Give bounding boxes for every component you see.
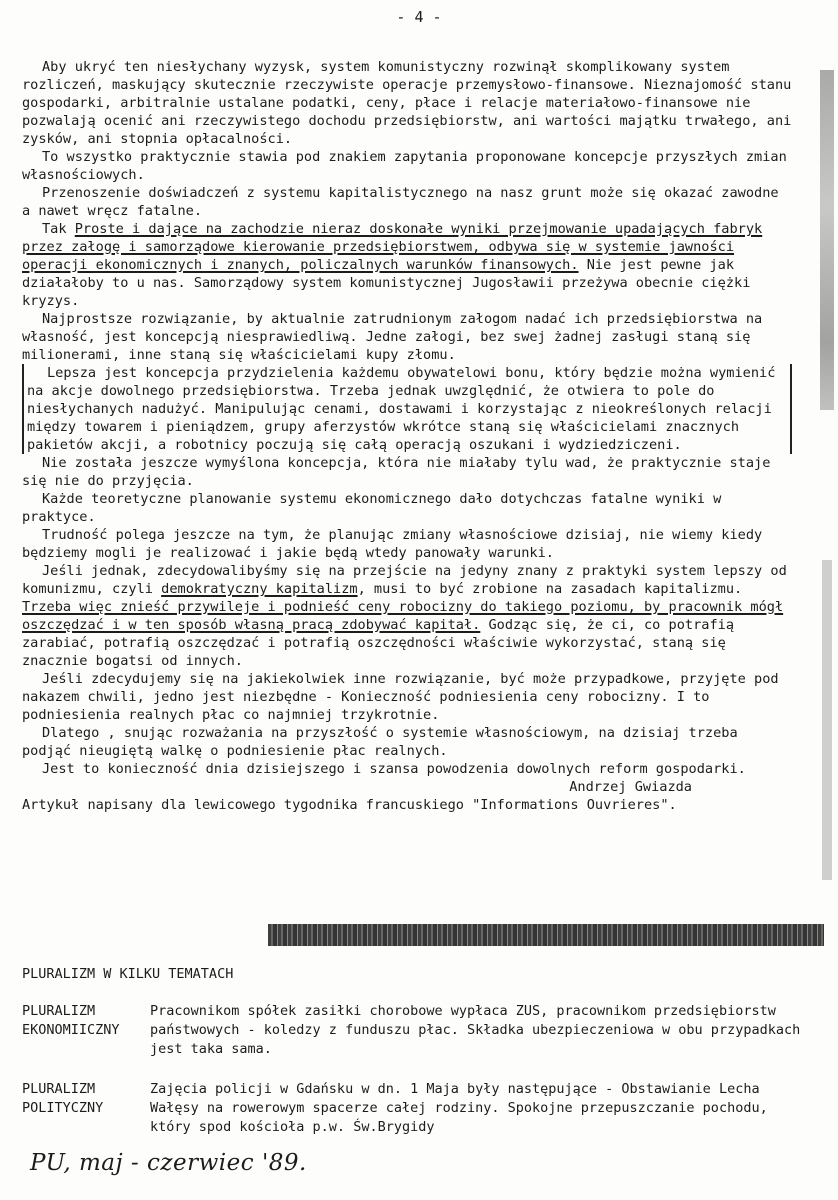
underlined-passage: Proste i dające na zachodzie nieraz doskonałe wyniki przejmowanie upadających fabryk przez załogę i samorządowe kierowanie przedsiębiorstwem, odbywa się w systemie jawności operacji ekonomicznych i znanych, policzalnych warunków finansowych. — [22, 221, 763, 273]
paragraph: To wszystko praktycznie stawia pod znakiem zapytania proponowane koncepcje przyszłych zmian własnościowych. — [22, 149, 787, 183]
article-body — [22, 58, 792, 814]
separator-bar — [268, 924, 824, 946]
scan-edge-smudge — [820, 70, 834, 410]
text-run: Jeśli jednak, zdecydowalibyśmy się na przejście na jedyny znany z praktyki system lepszy od komunizmu, czyli — [22, 563, 787, 597]
text-run: Godząc się, że ci, co potrafią zarabiać, potrafią oszczędzać i potrafią oszczędności właściwie wykorzystać, staną się znacznie bogatsi od innych. — [22, 617, 735, 669]
underlined-passage: Trzeba więc znieść przywileje i podnieść ceny robocizny do takiego poziomu, by pracownik mógł oszczędzać i w ten sposób własną pracą zdobywać kapitał. — [22, 599, 784, 633]
row-text: Pracownikom spółek zasiłki chorobowe wypłaca ZUS, pracownikom przedsiębiorstw państwowych - koledzy z funduszu płac. Składka ubezpieczeniowa w obu przypadkach jest taka sama. — [150, 1003, 801, 1057]
text-run: Tak — [42, 221, 75, 237]
author-signature: Andrzej Gwiazda — [569, 779, 692, 795]
bracketed-paragraph: Lepsza jest koncepcja przydzielenia każdemu obywatelowi bonu, który będzie można wymienić na akcje dowolnego przedsiębiorstwa. Trzeba jednak uwzględnić, że otwiera to pole do niesłychanych nadużyć. Manipulując cenami, dostawami i korzystając z nieokreślonych relacji między towarem i pieniądzem, grupy aferzystów wkrótce staną się właścicielami znacznych pakietów akcji, a robotnicy poczują się całą operacją oszukani i wydziedziczeni. — [22, 364, 792, 454]
handwritten-note: PU, maj - czerwiec '89. — [30, 1150, 307, 1176]
page-number: - 4 - — [396, 8, 442, 26]
paragraph: Nie została jeszcze wymyślona koncepcja, która nie miałaby tylu wad, że praktycznie staje się nie do przyjęcia. — [22, 455, 771, 489]
row-label: PLURALIZM EKONOMIICZNY — [22, 1003, 120, 1038]
paragraph — [22, 220, 792, 310]
section-title: PLURALIZM W KILKU TEMATACH — [22, 966, 234, 982]
paragraph: Trudność polega jeszcze na tym, że planując zmiany własnościowe dzisiaj, nie wiemy kiedy będziemy mogli je realizować i jakie będą wtedy panowały warunki. — [22, 527, 763, 561]
paragraph: Najprostsze rozwiązanie, by aktualnie zatrudnionym załogom nadać ich przedsiębiorstwa na własność, jest koncepcją niesprawiedliwą. Jedne załogi, bez swej żadnej zasługi staną się milionerami, inne staną się właścicielami kupy złomu. — [22, 311, 763, 363]
text-run: Nie jest pewne jak działałoby to u nas. Samorządowy system komunistycznej Jugosławii przeżywa obecnie ciężki kryzys. — [22, 257, 751, 309]
text-run: , musi to być zrobione na zasadach kapitalizmu. — [357, 581, 743, 597]
paragraph: Dlatego , snując rozważania na przyszłość o systemie własnościowym, na dzisiaj trzeba podjąć nieugiętą walkę o podniesienie płac realnych. — [22, 725, 738, 759]
paragraph: Jeśli zdecydujemy się na jakiekolwiek inne rozwiązanie, być może przypadkowe, przyjęte pod nakazem chwili, jedno jest niezbędne - Konieczność podniesienia ceny robocizny. I to podniesienia realnych płac co najmniej trzykrotnie. — [22, 671, 779, 723]
scan-edge-smudge — [822, 560, 832, 880]
row-text: Zajęcia policji w Gdańsku w dn. 1 Maja były następujące - Obstawianie Lecha Wałęsy na rowerowym spacerze całej rodziny. Spokojne przepuszczanie pochodu, który spod kościoła p.w. Św.Brygidy — [150, 1081, 768, 1135]
paragraph: Każde teoretyczne planowanie systemu ekonomicznego dało dotychczas fatalne wyniki w praktyce. — [22, 491, 722, 525]
row-label: PLURALIZM POLITYCZNY — [22, 1081, 104, 1116]
paragraph: Przenoszenie doświadczeń z systemu kapitalistycznego na nasz grunt może się okazać zawodne a nawet wręcz fatalne. — [22, 185, 779, 219]
publication-note: Artykuł napisany dla lewicowego tygodnika francuskiego "Informations Ouvrieres". — [22, 797, 677, 813]
paragraph: Jest to konieczność dnia dzisiejszego i szansa powodzenia dowolnych reform gospodarki. — [42, 761, 746, 777]
underlined-term: demokratyczny kapitalizm — [161, 581, 358, 597]
paragraph: Aby ukryć ten niesłychany wyzysk, system komunistyczny rozwinął skomplikowany system rozliczeń, maskujący skutecznie rzeczywiste operacje przemysłowo-finansowe. Nieznajomość stanu gospodarki, arbitralnie ustalane podatki, ceny, płace i relacje materiałowo-finansowe nie pozwalają ocenić ani rzeczywistego dochodu przedsiębiorstw, ani wartości majątku trwałego, ani zysków, ani stopnia opłacalności. — [22, 59, 792, 147]
paragraph — [22, 562, 792, 670]
